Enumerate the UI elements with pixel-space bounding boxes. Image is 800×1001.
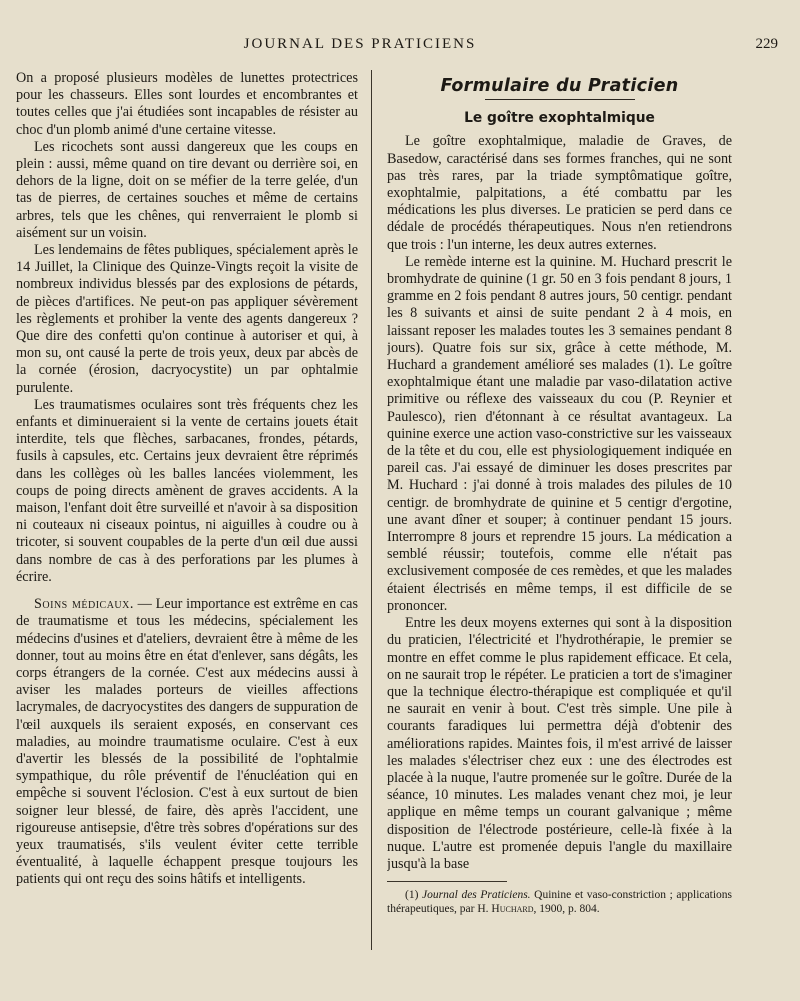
right-paragraph-1: Le goître exophtalmique, maladie de Graves, de Basedow, caractérisé dans ses formes franches, qui ne sont pas très rares, par la triade symptômatique goître, exophtalmie, palpitations, a été combattu par les médications les plus diverses. Le praticien se perd dans ce dédale de procédés thérapeutiques. Nous n'en retiendrons que trois : l'un interne, les deux autres externes. [387,133,732,253]
article-title: Le goître exophtalmique [464,110,655,127]
footnote-journal: Journal des Praticiens. [422,889,531,902]
left-paragraph-2: Les ricochets sont aussi dangereux que les coups en plein : aussi, même quand on tire devant ou derrière soi, en dehors de la ligne, doit on se méfier de la terre gelée, d'un tas de pierres, de certaines souches et même de certains arbres, tels que les chênes, qui renverraient le plomb si aisément sur un voisin. [16,138,358,241]
rubric-title: Formulaire du Praticien [440,76,679,96]
running-head [0,36,800,58]
left-column [16,70,358,930]
footnote [387,888,732,916]
soins-heading: Soins médicaux. [34,596,134,613]
left-paragraph-3: Les lendemains de fêtes publiques, spécialement après le 14 Juillet, la Clinique des Quinze-Vingts reçoit la visite de nombreux individus blessés par des explosions de pétards, de pièces d'artifices. Ne peut-on pas appliquer sévèrement les règlements et prohiber la vente des agents dangereux ? Que dire des confetti qu'on continue à autoriser et qui, à mon su, ont causé la perte de trois yeux, deux par abcès de la cornée (érosion, dacryocystite) un par ophtalmie purulente. [16,242,358,396]
left-paragraph-1: On a proposé plusieurs modèles de lunettes protectrices pour les chasseurs. Elles sont lourdes et encombrantes et toutes celles que j'ai étudiées sont incapables de résister au choc d'un plomb animé d'une certaine vitesse. [16,70,358,138]
page-number: 229 [755,36,778,52]
footnote-marker: (1) [405,889,423,902]
footnote-text-end: , 1900, p. 804. [533,903,600,916]
footnote-rule [387,881,507,882]
right-paragraph-2: Le remède interne est la quinine. M. Huchard prescrit le bromhydrate de quinine (1 gr. 50 en 3 fois pendant 8 jours, 1 gramme en 2 fois pendant 8 autres jours, 50 centigr. pendant les 8 suivants et ainsi de suite pendant 2 à 4 mois, en laissant reposer les malades toutes les 3 semaines pendant 8 jours). Quatre fois sur six, grâce à cette méthode, M. Huchard a grandement amélioré ses malades (1). Le goître exophtalmique étant une maladie par vaso-dilatation active primitive ou réflexe des vaisseaux du cou (P. Reynier et Paulesco), rien d'étonnant à ce résultat avantageux. La quinine exerce une action vaso-constrictive sur les vaisseaux de la tête et du cou, elle est physiologiquement indiquée en pareil cas. J'ai essayé de diminuer les doses prescrites par M. Huchard : j'ai donné à trois malades des pilules de 10 centigr. de bromhydrate de quinine et 5 centigr d'ergotine, une avant dîner et souper; à continuer pendant 15 jours. Interrompre 8 jours et reprendre 15 jours. La médication a semblé réussir; toutefois, comme elle n'était pas exclusivement composée de ces remèdes, et que les malades étaient électrisés en même temps, il est difficile de se prononcer. [387,253,732,614]
column-divider [371,70,372,950]
footnote-author: Huchard [491,903,534,916]
rubric-rule [485,99,635,100]
right-column [387,70,732,930]
soins-paragraph [16,596,358,888]
running-title: JOURNAL DES PRATICIENS [243,36,477,52]
left-paragraph-4: Les traumatismes oculaires sont très fréquents chez les enfants et diminueraient si la vente de certains jouets était interdite, tels que flèches, sarbacanes, frondes, pétards, fusils à capsules, etc. Certains jeux devraient être réprimés dans les collèges où les balles lancées violemment, les coups de poing directs amènent de graves accidents. A la maison, l'enfant doit être surveillé et n'avoir à sa disposition ni couteaux ni ciseaux pointus, ni aiguilles à coudre ou à tricoter, si souvent coupables de la perte d'un œil due aussi dans nombre de cas à des perforations par les plumes à écrire. [16,396,358,585]
soins-text: — Leur importance est extrême en cas de traumatisme et tous les médecins, spécialement les médecins d'usines et d'ateliers, devraient être à même de les donner, tout au moins être en état d'enlever, sans dégâts, les corps étrangers de la cornée. C'est aux médecins aussi à aviser les malades porteurs de vieilles affections lacrymales, de dacryocystites des dangers de suppuration de l'œil auxquels ils seraient exposés, en conservant ces maladies, au moindre traumatisme oculaire. C'est à eux d'avertir les blessés de la possibilité de l'ophtalmie sympathique, du rôle préventif de l'énucléation qui en empêche si souvent l'éclosion. C'est à eux surtout de bien soigner leur blessé, de faire, dès après l'accident, une rigoureuse antisepsie, d'être très sobres d'opérations sur des yeux traumatisés, s'ils veulent éviter cette terrible éventualité, à laquelle échappent presque toujours les patients qui ont reçu des soins hâtifs et intelligents. [16,596,358,888]
footnote-text-middle: Quinine et vaso-constriction ; applications thérapeutiques, par H. [387,889,732,916]
right-paragraph-3: Entre les deux moyens externes qui sont à la disposition du praticien, l'électricité et l'hydrothérapie, le premier se montre en effet comme le plus rapidement efficace. Et cela, on ne saurait trop le répéter. Le praticien a tort de s'imaginer que la technique électro-thérapique est compliquée et qu'il ne saurait en venir à bout. C'est très simple. Une pile à courants faradiques lui permettra déjà d'obtenir des améliorations rapides. Maintes fois, il m'est arrivé de laisser les malades s'électriser chez eux : une des électrodes est placée à la nuque, l'autre promenée sur le goître. Durée de la séance, 10 minutes. Les malades venant chez moi, je leur applique en même temps un courant galvanique ; même disposition de l'électrode postérieure, celle-là fixée à la nuque. L'autre est promenée depuis l'angle du maxillaire jusqu'à la base [387,615,732,872]
